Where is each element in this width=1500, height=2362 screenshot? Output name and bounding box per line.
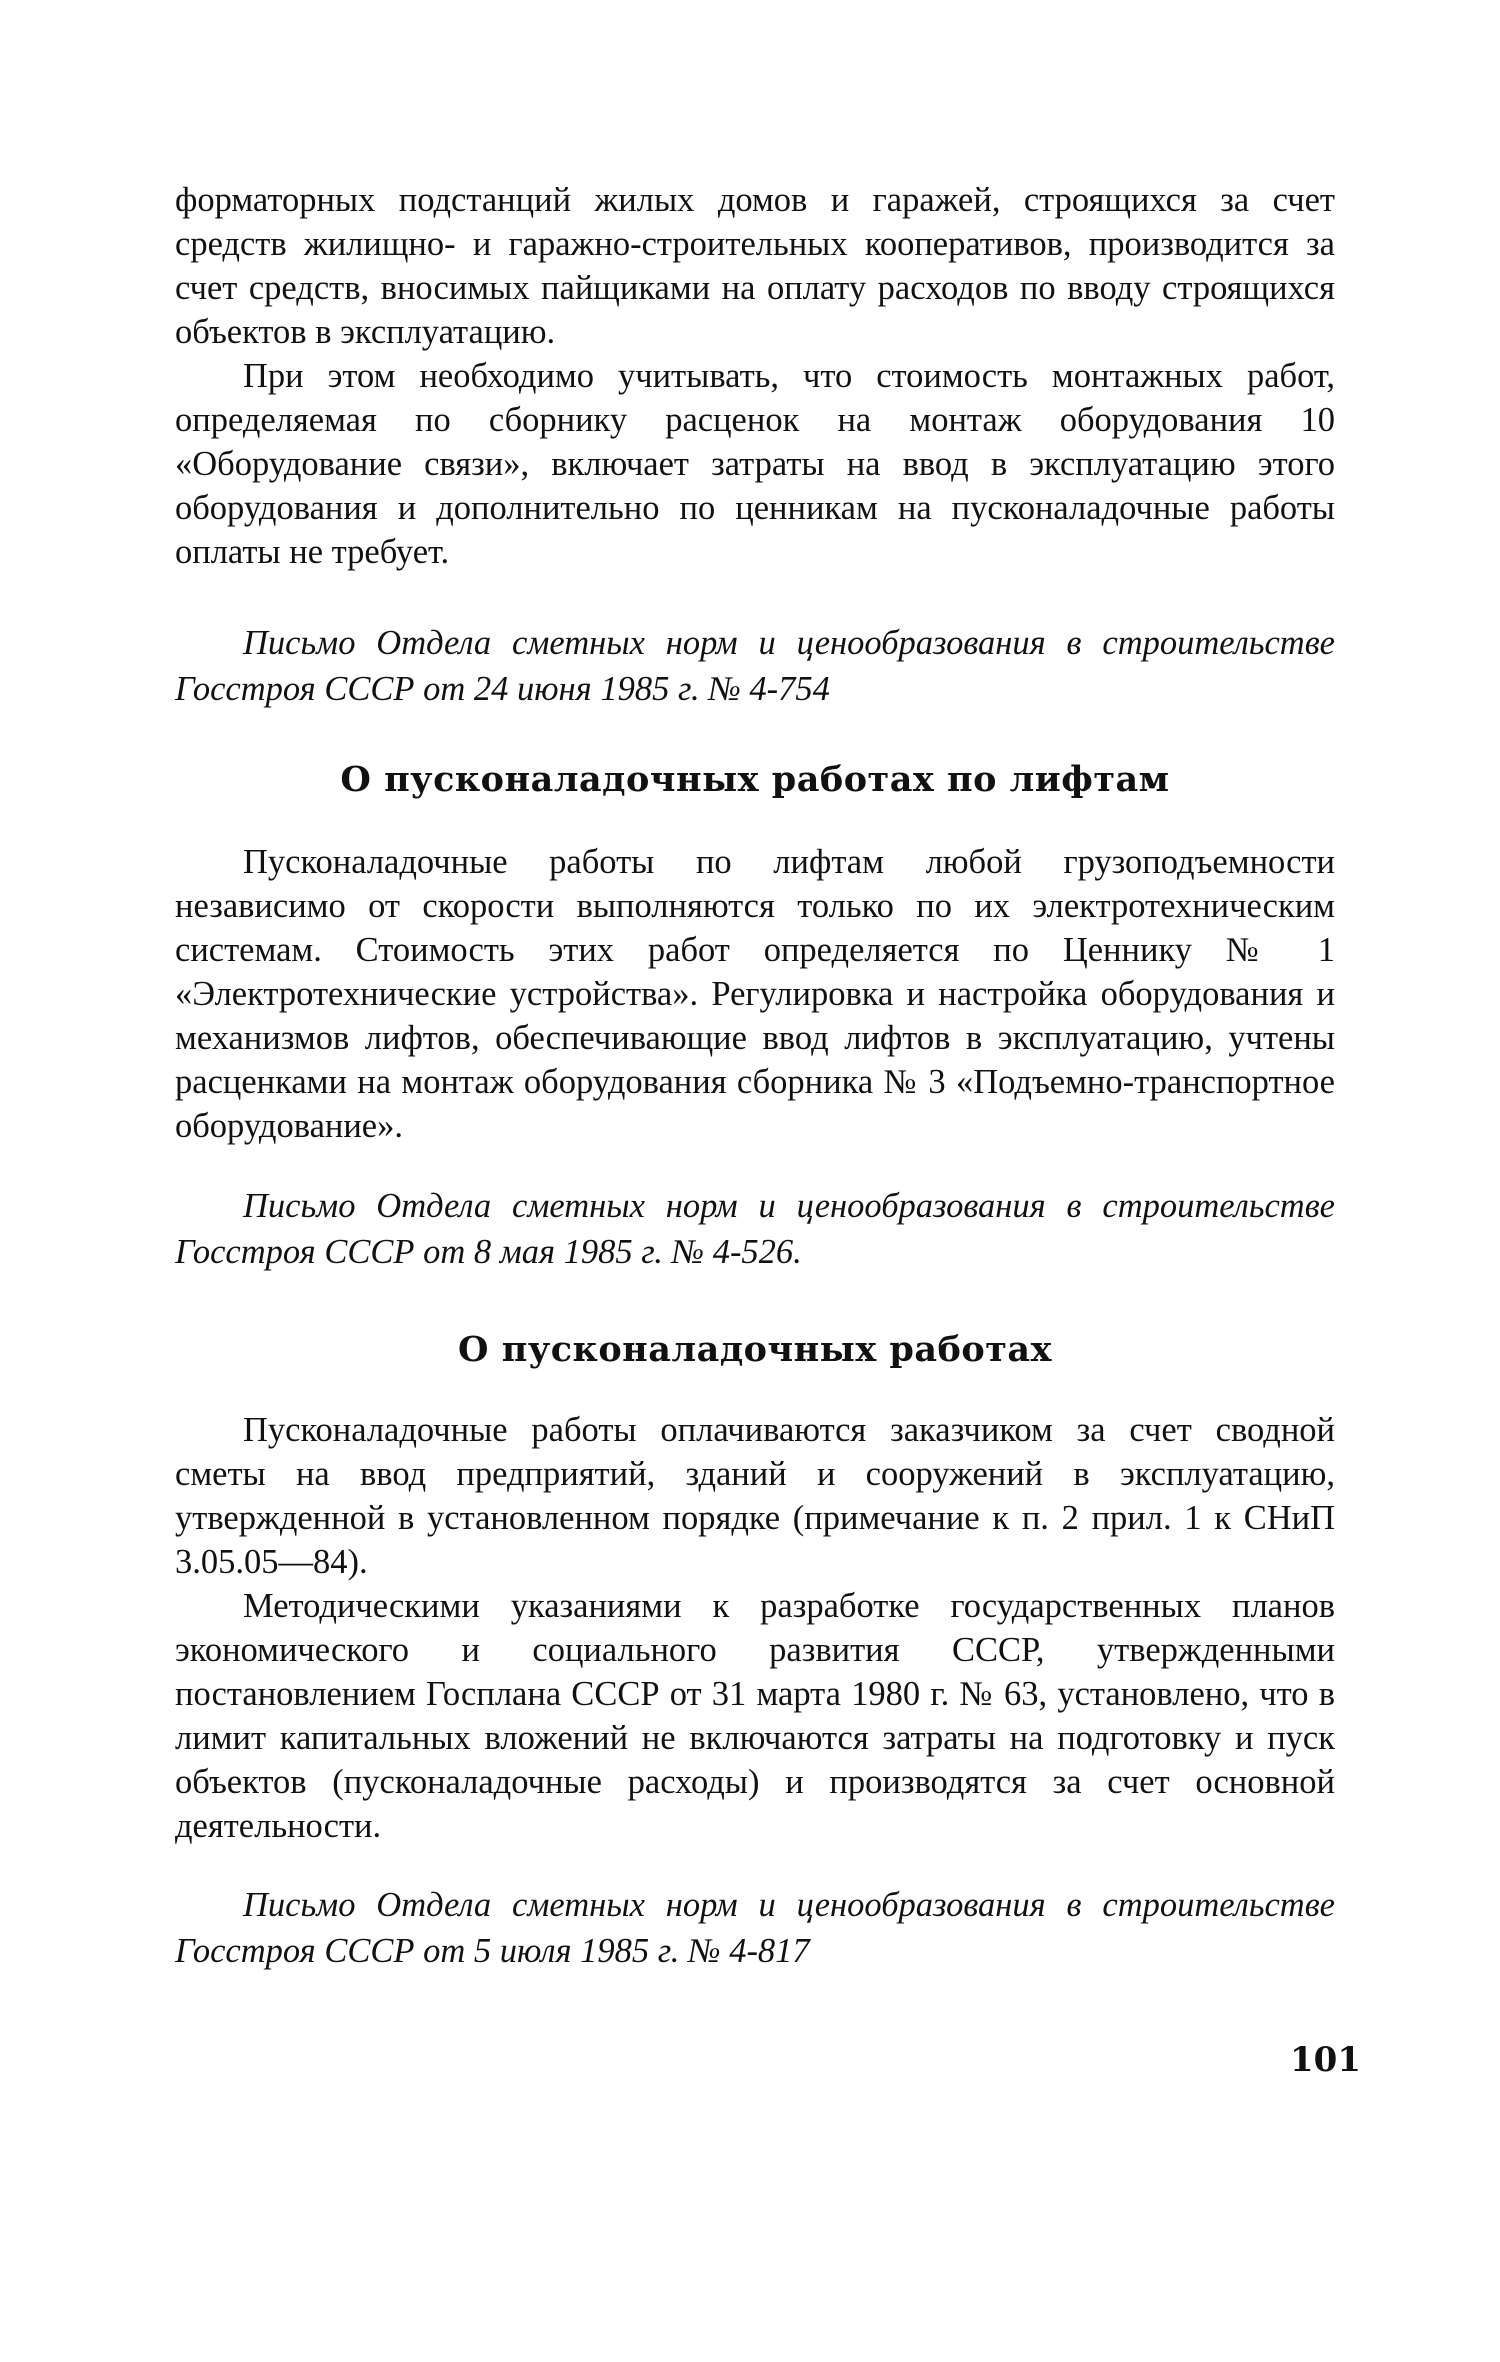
top-section xyxy=(175,178,1335,574)
paragraph-guidelines: Методическими указаниями к разработке государственных планов экономического и социального развития СССР, утвержденными постановлением Госплана СССР от 31 марта 1980 г. № 63, установлено, что в лимит капитальных вложений не включаются затраты на подготовку и пуск объектов (пусконаладочные расходы) и производятся за счет основной деятельности. xyxy=(175,1587,1335,1845)
paragraph-installation-cost: При этом необходимо учитывать, что стоимость монтажных работ, определяемая по сборнику расценок на монтаж оборудования 10 «Оборудование связи», включает затраты на ввод в эксплуатацию этого оборудования и дополнительно по ценникам на пусконаладочные работы оплаты не требует. xyxy=(175,357,1335,571)
paragraph-payment: Пусконаладочные работы оплачиваются заказчиком за счет сводной сметы на ввод предприятий, зданий и сооружений в эксплуатацию, утвержденной в установленном порядке (примечание к п. 2 прил. 1 к СНиП 3.05.05—84). xyxy=(175,1411,1335,1581)
elevators-section xyxy=(175,758,1335,802)
heading-commissioning: О пусконаладочных работах xyxy=(458,1329,1052,1370)
citation-block-2 xyxy=(175,1183,1335,1275)
paragraph-continued: форматорных подстанций жилых домов и гаражей, строящихся за счет средств жилищно- и гаражно-строительных кооперативов, производится за счет средств, вносимых пайщиками на оплату расходов по вводу строящихся объектов в эксплуатацию. xyxy=(175,181,1335,351)
commissioning-body xyxy=(175,1408,1335,1848)
citation-letter-4-754: Письмо Отдела сметных норм и ценообразования в строительстве Госстроя СССР от 24 июня 1985 г. № 4-754 xyxy=(175,624,1335,708)
citation-block-1 xyxy=(175,620,1335,712)
citation-letter-4-526: Письмо Отдела сметных норм и ценообразования в строительстве Госстроя СССР от 8 мая 1985 г. № 4-526. xyxy=(175,1187,1335,1271)
citation-block-3 xyxy=(175,1882,1335,1974)
heading-elevators: О пусконаладочных работах по лифтам xyxy=(340,759,1170,800)
commissioning-section xyxy=(175,1328,1335,1372)
elevators-body xyxy=(175,840,1335,1148)
paragraph-elevators: Пусконаладочные работы по лифтам любой грузоподъемности независимо от скорости выполняются только по их электротехническим системам. Стоимость этих работ определяется по Ценнику № 1 «Электротехнические устройства». Регулировка и настройка оборудования и механизмов лифтов, обеспечивающие ввод лифтов в эксплуатацию, учтены расценками на монтаж оборудования сборника № 3 «Подъемно-транспортное оборудование». xyxy=(175,843,1335,1145)
page-number: 101 xyxy=(1290,2040,1361,2080)
citation-letter-4-817: Письмо Отдела сметных норм и ценообразования в строительстве Госстроя СССР от 5 июля 1985 г. № 4-817 xyxy=(175,1886,1335,1970)
